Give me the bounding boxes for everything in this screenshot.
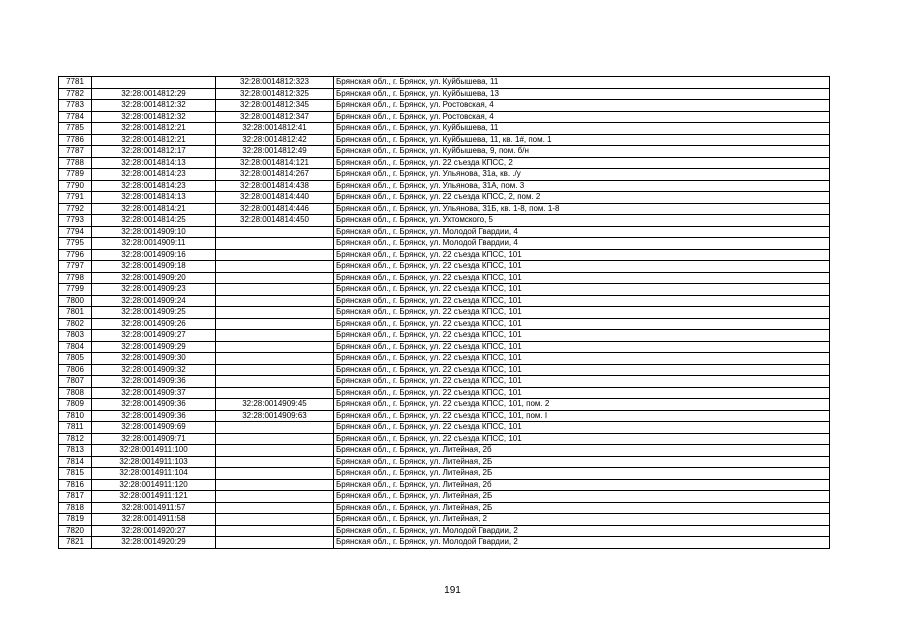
table-row [59, 180, 830, 192]
address-cell: Брянская обл., г. Брянск, ул. 22 съезда КПСС, 101 [334, 295, 830, 307]
parcel-cadastral-number-cell: 32:28:0014911:120 [92, 479, 216, 491]
address-cell: Брянская обл., г. Брянск, ул. 22 съезда КПСС, 101 [334, 307, 830, 319]
address-cell: Брянская обл., г. Брянск, ул. Литейная, 2Б [334, 468, 830, 480]
parcel-cadastral-number-cell: 32:28:0014812:17 [92, 146, 216, 158]
object-cadastral-number-cell [216, 468, 334, 480]
object-cadastral-number-cell [216, 295, 334, 307]
table-row [59, 525, 830, 537]
object-cadastral-number-cell [216, 330, 334, 342]
address-cell: Брянская обл., г. Брянск, ул. Литейная, 2Б [334, 491, 830, 503]
parcel-cadastral-number-cell: 32:28:0014920:27 [92, 525, 216, 537]
object-cadastral-number-cell [216, 376, 334, 388]
table-row [59, 456, 830, 468]
address-cell: Брянская обл., г. Брянск, ул. Литейная, 2б [334, 445, 830, 457]
parcel-cadastral-number-cell: 32:28:0014911:100 [92, 445, 216, 457]
address-cell: Брянская обл., г. Брянск, ул. Молодой Гвардии, 4 [334, 238, 830, 250]
table-row [59, 203, 830, 215]
object-cadastral-number-cell [216, 284, 334, 296]
address-cell: Брянская обл., г. Брянск, ул. Ульянова, 31А, пом. 3 [334, 180, 830, 192]
table-row [59, 284, 830, 296]
object-cadastral-number-cell: 32:28:0014812:323 [216, 77, 334, 89]
object-cadastral-number-cell [216, 433, 334, 445]
object-cadastral-number-cell [216, 537, 334, 549]
parcel-cadastral-number-cell: 32:28:0014909:36 [92, 410, 216, 422]
table-row [59, 169, 830, 181]
row-number-cell: 7788 [59, 157, 92, 169]
parcel-cadastral-number-cell: 32:28:0014814:21 [92, 203, 216, 215]
address-cell: Брянская обл., г. Брянск, ул. 22 съезда КПСС, 101 [334, 353, 830, 365]
row-number-cell: 7801 [59, 307, 92, 319]
row-number-cell: 7803 [59, 330, 92, 342]
table-row [59, 410, 830, 422]
object-cadastral-number-cell [216, 445, 334, 457]
table-row [59, 514, 830, 526]
parcel-cadastral-number-cell: 32:28:0014911:121 [92, 491, 216, 503]
object-cadastral-number-cell [216, 456, 334, 468]
table-row [59, 433, 830, 445]
address-cell: Брянская обл., г. Брянск, ул. Молодой Гвардии, 4 [334, 226, 830, 238]
table-row [59, 364, 830, 376]
address-cell: Брянская обл., г. Брянск, ул. Куйбышева, 9, пом. б/н [334, 146, 830, 158]
address-cell: Брянская обл., г. Брянск, ул. 22 съезда КПСС, 101 [334, 330, 830, 342]
parcel-cadastral-number-cell: 32:28:0014909:20 [92, 272, 216, 284]
parcel-cadastral-number-cell: 32:28:0014812:29 [92, 88, 216, 100]
object-cadastral-number-cell: 32:28:0014814:438 [216, 180, 334, 192]
row-number-cell: 7815 [59, 468, 92, 480]
table-row [59, 387, 830, 399]
address-cell: Брянская обл., г. Брянск, ул. Литейная, 2 [334, 514, 830, 526]
row-number-cell: 7789 [59, 169, 92, 181]
row-number-cell: 7786 [59, 134, 92, 146]
object-cadastral-number-cell: 32:28:0014812:41 [216, 123, 334, 135]
page-number: 191 [444, 585, 461, 596]
object-cadastral-number-cell: 32:28:0014814:450 [216, 215, 334, 227]
row-number-cell: 7805 [59, 353, 92, 365]
object-cadastral-number-cell [216, 514, 334, 526]
row-number-cell: 7798 [59, 272, 92, 284]
object-cadastral-number-cell [216, 479, 334, 491]
parcel-cadastral-number-cell: 32:28:0014909:11 [92, 238, 216, 250]
object-cadastral-number-cell [216, 341, 334, 353]
address-cell: Брянская обл., г. Брянск, ул. Молодой Гвардии, 2 [334, 525, 830, 537]
table-row [59, 111, 830, 123]
row-number-cell: 7807 [59, 376, 92, 388]
address-cell: Брянская обл., г. Брянск, ул. 22 съезда КПСС, 101, пом. I [334, 410, 830, 422]
table-row [59, 192, 830, 204]
parcel-cadastral-number-cell: 32:28:0014909:26 [92, 318, 216, 330]
address-cell: Брянская обл., г. Брянск, ул. 22 съезда КПСС, 101 [334, 272, 830, 284]
table-row [59, 249, 830, 261]
address-cell: Брянская обл., г. Брянск, ул. Ухтомского, 5 [334, 215, 830, 227]
parcel-cadastral-number-cell: 32:28:0014812:32 [92, 100, 216, 112]
parcel-cadastral-number-cell: 32:28:0014909:36 [92, 376, 216, 388]
object-cadastral-number-cell [216, 491, 334, 503]
row-number-cell: 7787 [59, 146, 92, 158]
row-number-cell: 7784 [59, 111, 92, 123]
registry-table-body [59, 77, 830, 549]
parcel-cadastral-number-cell: 32:28:0014814:13 [92, 192, 216, 204]
row-number-cell: 7799 [59, 284, 92, 296]
object-cadastral-number-cell [216, 272, 334, 284]
address-cell: Брянская обл., г. Брянск, ул. 22 съезда КПСС, 101 [334, 387, 830, 399]
row-number-cell: 7810 [59, 410, 92, 422]
parcel-cadastral-number-cell: 32:28:0014814:25 [92, 215, 216, 227]
object-cadastral-number-cell: 32:28:0014909:63 [216, 410, 334, 422]
row-number-cell: 7793 [59, 215, 92, 227]
table-row [59, 134, 830, 146]
parcel-cadastral-number-cell: 32:28:0014909:30 [92, 353, 216, 365]
address-cell: Брянская обл., г. Брянск, ул. Куйбышева, 11 [334, 123, 830, 135]
table-row [59, 399, 830, 411]
address-cell: Брянская обл., г. Брянск, ул. 22 съезда КПСС, 101 [334, 341, 830, 353]
parcel-cadastral-number-cell: 32:28:0014909:69 [92, 422, 216, 434]
object-cadastral-number-cell: 32:28:0014812:345 [216, 100, 334, 112]
table-row [59, 353, 830, 365]
address-cell: Брянская обл., г. Брянск, ул. 22 съезда КПСС, 2, пом. 2 [334, 192, 830, 204]
row-number-cell: 7819 [59, 514, 92, 526]
object-cadastral-number-cell [216, 249, 334, 261]
row-number-cell: 7797 [59, 261, 92, 273]
row-number-cell: 7790 [59, 180, 92, 192]
object-cadastral-number-cell: 32:28:0014812:42 [216, 134, 334, 146]
parcel-cadastral-number-cell: 32:28:0014814:23 [92, 169, 216, 181]
object-cadastral-number-cell: 32:28:0014814:121 [216, 157, 334, 169]
table-row [59, 88, 830, 100]
table-row [59, 341, 830, 353]
table-row [59, 537, 830, 549]
object-cadastral-number-cell [216, 387, 334, 399]
row-number-cell: 7813 [59, 445, 92, 457]
table-row [59, 100, 830, 112]
table-row [59, 123, 830, 135]
object-cadastral-number-cell: 32:28:0014909:45 [216, 399, 334, 411]
object-cadastral-number-cell [216, 525, 334, 537]
parcel-cadastral-number-cell: 32:28:0014911:57 [92, 502, 216, 514]
row-number-cell: 7820 [59, 525, 92, 537]
table-row [59, 307, 830, 319]
object-cadastral-number-cell: 32:28:0014812:347 [216, 111, 334, 123]
parcel-cadastral-number-cell: 32:28:0014909:32 [92, 364, 216, 376]
parcel-cadastral-number-cell: 32:28:0014909:37 [92, 387, 216, 399]
table-row [59, 491, 830, 503]
parcel-cadastral-number-cell: 32:28:0014909:29 [92, 341, 216, 353]
row-number-cell: 7818 [59, 502, 92, 514]
row-number-cell: 7808 [59, 387, 92, 399]
parcel-cadastral-number-cell: 32:28:0014909:27 [92, 330, 216, 342]
object-cadastral-number-cell: 32:28:0014814:267 [216, 169, 334, 181]
row-number-cell: 7781 [59, 77, 92, 89]
address-cell: Брянская обл., г. Брянск, ул. 22 съезда КПСС, 101 [334, 433, 830, 445]
address-cell: Брянская обл., г. Брянск, ул. 22 съезда КПСС, 101 [334, 261, 830, 273]
row-number-cell: 7802 [59, 318, 92, 330]
parcel-cadastral-number-cell: 32:28:0014909:16 [92, 249, 216, 261]
table-row [59, 261, 830, 273]
object-cadastral-number-cell [216, 307, 334, 319]
address-cell: Брянская обл., г. Брянск, ул. 22 съезда КПСС, 101 [334, 284, 830, 296]
table-row [59, 445, 830, 457]
object-cadastral-number-cell [216, 422, 334, 434]
address-cell: Брянская обл., г. Брянск, ул. 22 съезда КПСС, 2 [334, 157, 830, 169]
address-cell: Брянская обл., г. Брянск, ул. Литейная, 2б [334, 479, 830, 491]
parcel-cadastral-number-cell [92, 77, 216, 89]
row-number-cell: 7806 [59, 364, 92, 376]
address-cell: Брянская обл., г. Брянск, ул. Ростовская, 4 [334, 100, 830, 112]
object-cadastral-number-cell [216, 238, 334, 250]
row-number-cell: 7800 [59, 295, 92, 307]
table-row [59, 468, 830, 480]
address-cell: Брянская обл., г. Брянск, ул. Литейная, 2Б [334, 502, 830, 514]
parcel-cadastral-number-cell: 32:28:0014911:103 [92, 456, 216, 468]
row-number-cell: 7795 [59, 238, 92, 250]
row-number-cell: 7782 [59, 88, 92, 100]
address-cell: Брянская обл., г. Брянск, ул. 22 съезда КПСС, 101 [334, 422, 830, 434]
address-cell: Брянская обл., г. Брянск, ул. Куйбышева, 13 [334, 88, 830, 100]
parcel-cadastral-number-cell: 32:28:0014909:24 [92, 295, 216, 307]
table-row [59, 479, 830, 491]
address-cell: Брянская обл., г. Брянск, ул. Куйбышева, 11 [334, 77, 830, 89]
table-row [59, 77, 830, 89]
row-number-cell: 7791 [59, 192, 92, 204]
table-row [59, 226, 830, 238]
row-number-cell: 7816 [59, 479, 92, 491]
address-cell: Брянская обл., г. Брянск, ул. 22 съезда КПСС, 101 [334, 364, 830, 376]
parcel-cadastral-number-cell: 32:28:0014812:21 [92, 134, 216, 146]
parcel-cadastral-number-cell: 32:28:0014812:32 [92, 111, 216, 123]
table-row [59, 238, 830, 250]
object-cadastral-number-cell [216, 226, 334, 238]
parcel-cadastral-number-cell: 32:28:0014909:23 [92, 284, 216, 296]
object-cadastral-number-cell: 32:28:0014812:49 [216, 146, 334, 158]
address-cell: Брянская обл., г. Брянск, ул. 22 съезда КПСС, 101 [334, 249, 830, 261]
address-cell: Брянская обл., г. Брянск, ул. Куйбышева, 11, кв. 1#, пом. 1 [334, 134, 830, 146]
table-row [59, 330, 830, 342]
row-number-cell: 7796 [59, 249, 92, 261]
object-cadastral-number-cell [216, 261, 334, 273]
row-number-cell: 7811 [59, 422, 92, 434]
object-cadastral-number-cell [216, 318, 334, 330]
address-cell: Брянская обл., г. Брянск, ул. Ростовская, 4 [334, 111, 830, 123]
parcel-cadastral-number-cell: 32:28:0014909:25 [92, 307, 216, 319]
table-row [59, 502, 830, 514]
address-cell: Брянская обл., г. Брянск, ул. 22 съезда КПСС, 101 [334, 376, 830, 388]
table-row [59, 295, 830, 307]
table-row [59, 215, 830, 227]
object-cadastral-number-cell [216, 502, 334, 514]
table-row [59, 157, 830, 169]
row-number-cell: 7783 [59, 100, 92, 112]
object-cadastral-number-cell: 32:28:0014814:440 [216, 192, 334, 204]
table-row [59, 376, 830, 388]
object-cadastral-number-cell [216, 364, 334, 376]
object-cadastral-number-cell: 32:28:0014814:446 [216, 203, 334, 215]
parcel-cadastral-number-cell: 32:28:0014911:58 [92, 514, 216, 526]
address-cell: Брянская обл., г. Брянск, ул. 22 съезда КПСС, 101 [334, 318, 830, 330]
row-number-cell: 7785 [59, 123, 92, 135]
table-row [59, 422, 830, 434]
object-cadastral-number-cell: 32:28:0014812:325 [216, 88, 334, 100]
parcel-cadastral-number-cell: 32:28:0014911:104 [92, 468, 216, 480]
row-number-cell: 7814 [59, 456, 92, 468]
address-cell: Брянская обл., г. Брянск, ул. 22 съезда КПСС, 101, пом. 2 [334, 399, 830, 411]
parcel-cadastral-number-cell: 32:28:0014909:10 [92, 226, 216, 238]
row-number-cell: 7809 [59, 399, 92, 411]
row-number-cell: 7792 [59, 203, 92, 215]
row-number-cell: 7804 [59, 341, 92, 353]
address-cell: Брянская обл., г. Брянск, ул. Ульянова, 31Б, кв. 1-8, пом. 1-8 [334, 203, 830, 215]
address-cell: Брянская обл., г. Брянск, ул. Литейная, 2Б [334, 456, 830, 468]
address-cell: Брянская обл., г. Брянск, ул. Ульянова, 31а, кв. ./у [334, 169, 830, 181]
parcel-cadastral-number-cell: 32:28:0014909:71 [92, 433, 216, 445]
parcel-cadastral-number-cell: 32:28:0014812:21 [92, 123, 216, 135]
table-row [59, 146, 830, 158]
row-number-cell: 7817 [59, 491, 92, 503]
table-row [59, 272, 830, 284]
table-row [59, 318, 830, 330]
row-number-cell: 7821 [59, 537, 92, 549]
parcel-cadastral-number-cell: 32:28:0014920:29 [92, 537, 216, 549]
row-number-cell: 7794 [59, 226, 92, 238]
parcel-cadastral-number-cell: 32:28:0014909:18 [92, 261, 216, 273]
parcel-cadastral-number-cell: 32:28:0014909:36 [92, 399, 216, 411]
registry-table [58, 76, 830, 549]
row-number-cell: 7812 [59, 433, 92, 445]
parcel-cadastral-number-cell: 32:28:0014814:13 [92, 157, 216, 169]
address-cell: Брянская обл., г. Брянск, ул. Молодой Гвардии, 2 [334, 537, 830, 549]
parcel-cadastral-number-cell: 32:28:0014814:23 [92, 180, 216, 192]
object-cadastral-number-cell [216, 353, 334, 365]
